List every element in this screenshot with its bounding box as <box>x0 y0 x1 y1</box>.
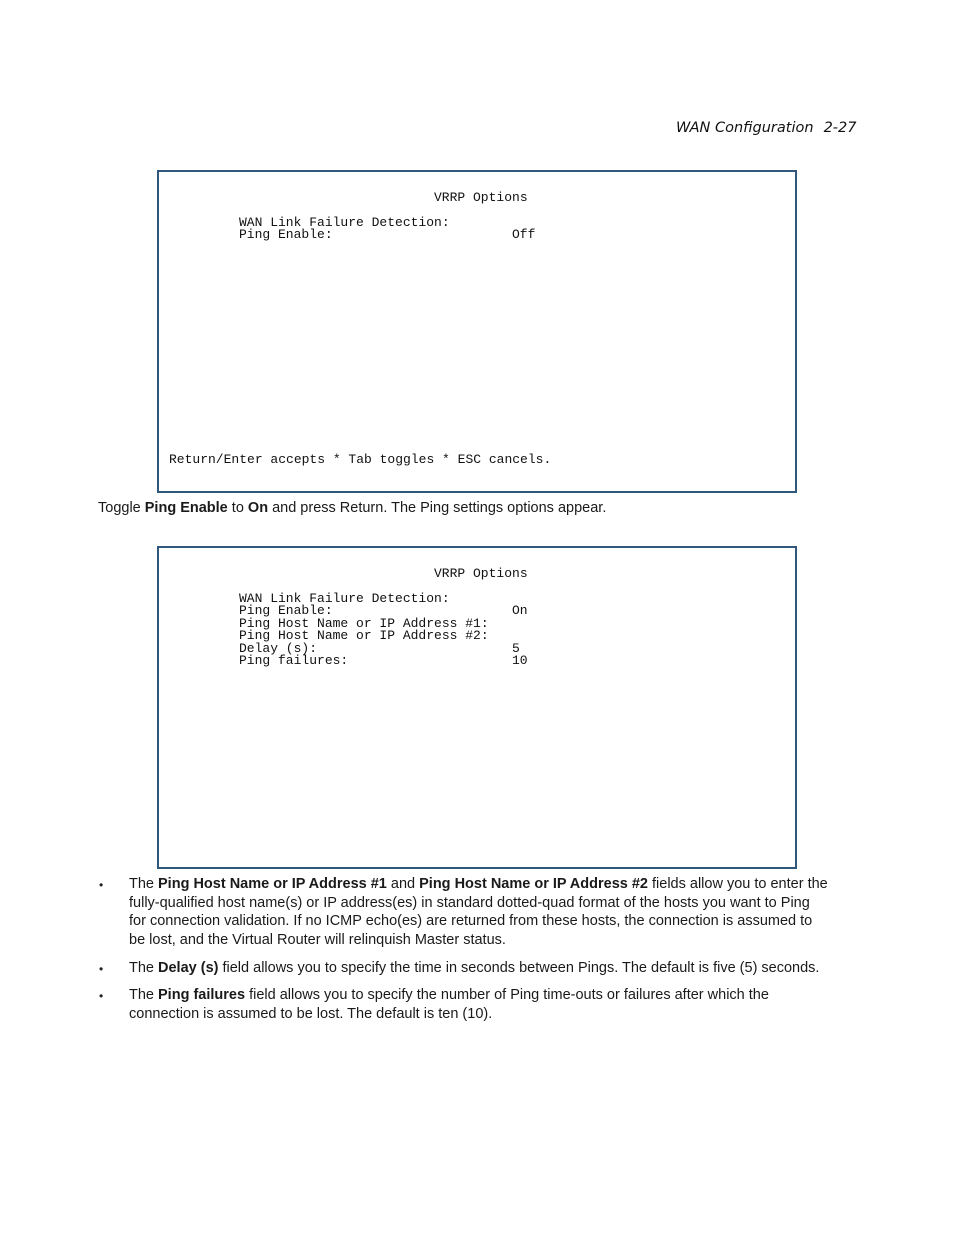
text: The <box>129 987 159 1003</box>
text: The <box>129 876 159 892</box>
screen-footer-help: Return/Enter accepts * Tab toggles * ESC cancels. <box>169 452 552 467</box>
bullet-item-host-names <box>129 875 869 950</box>
text: and press Return. The Ping settings options appear. <box>268 500 607 516</box>
instruction-paragraph <box>98 499 606 518</box>
bullet-marker: • <box>99 878 104 892</box>
field-label-ping-host-1: Ping Host Name or IP Address #1: <box>239 616 489 631</box>
bold-term: Ping Host Name or IP Address #1 <box>158 876 387 892</box>
text: fields allow you to enter the <box>647 876 828 892</box>
field-label-ping-host-2: Ping Host Name or IP Address #2: <box>239 628 489 643</box>
text-line: be lost, and the Virtual Router will relinquish Master status. <box>129 932 506 949</box>
section-label: WAN Link Failure Detection: <box>239 591 450 606</box>
bold-term: Ping Host Name or IP Address #2 <box>419 876 648 892</box>
screen-title: VRRP Options <box>434 190 528 205</box>
text: field allows you to specify the time in seconds between Pings. The default is five (5) seconds. <box>218 960 820 976</box>
bullet-marker: • <box>99 962 104 976</box>
bold-term: Ping Enable <box>144 500 228 516</box>
text-line: fully-qualified host name(s) or IP address(es) in standard dotted-quad format of the hosts you want to Ping <box>129 894 810 911</box>
text: and <box>386 876 420 892</box>
bold-term: Delay (s) <box>158 960 219 976</box>
bullet-item-ping-failures <box>129 986 869 1023</box>
text: The <box>129 960 159 976</box>
text: Toggle <box>98 500 145 516</box>
terminal-screen-2 <box>157 546 797 869</box>
bold-term: Ping failures <box>158 987 246 1003</box>
bullet-marker: • <box>99 989 104 1003</box>
screen-title: VRRP Options <box>434 566 528 581</box>
field-label-delay: Delay (s): <box>239 641 318 656</box>
field-label-ping-failures: Ping failures: <box>239 653 349 668</box>
text-line: for connection validation. If no ICMP echo(es) are returned from these hosts, the connection is assumed to <box>129 913 813 930</box>
section-title: WAN Configuration <box>676 120 814 136</box>
field-value-ping-enable[interactable]: Off <box>512 227 536 242</box>
section-label: WAN Link Failure Detection: <box>239 215 450 230</box>
page-number: 2-27 <box>823 120 857 136</box>
bullet-item-delay <box>129 959 869 978</box>
running-header <box>676 120 856 136</box>
text: field allows you to specify the number of Ping time-outs or failures after which the <box>245 987 769 1003</box>
bold-term: On <box>247 500 269 516</box>
field-label-ping-enable: Ping Enable: <box>239 603 333 618</box>
text-line: connection is assumed to be lost. The default is ten (10). <box>129 1005 493 1022</box>
text: to <box>227 500 248 516</box>
terminal-screen-1 <box>157 170 797 493</box>
field-value-ping-failures[interactable]: 10 <box>512 653 528 668</box>
field-label-ping-enable: Ping Enable: <box>239 227 333 242</box>
field-value-delay[interactable]: 5 <box>512 641 520 656</box>
field-value-ping-enable[interactable]: On <box>512 603 528 618</box>
